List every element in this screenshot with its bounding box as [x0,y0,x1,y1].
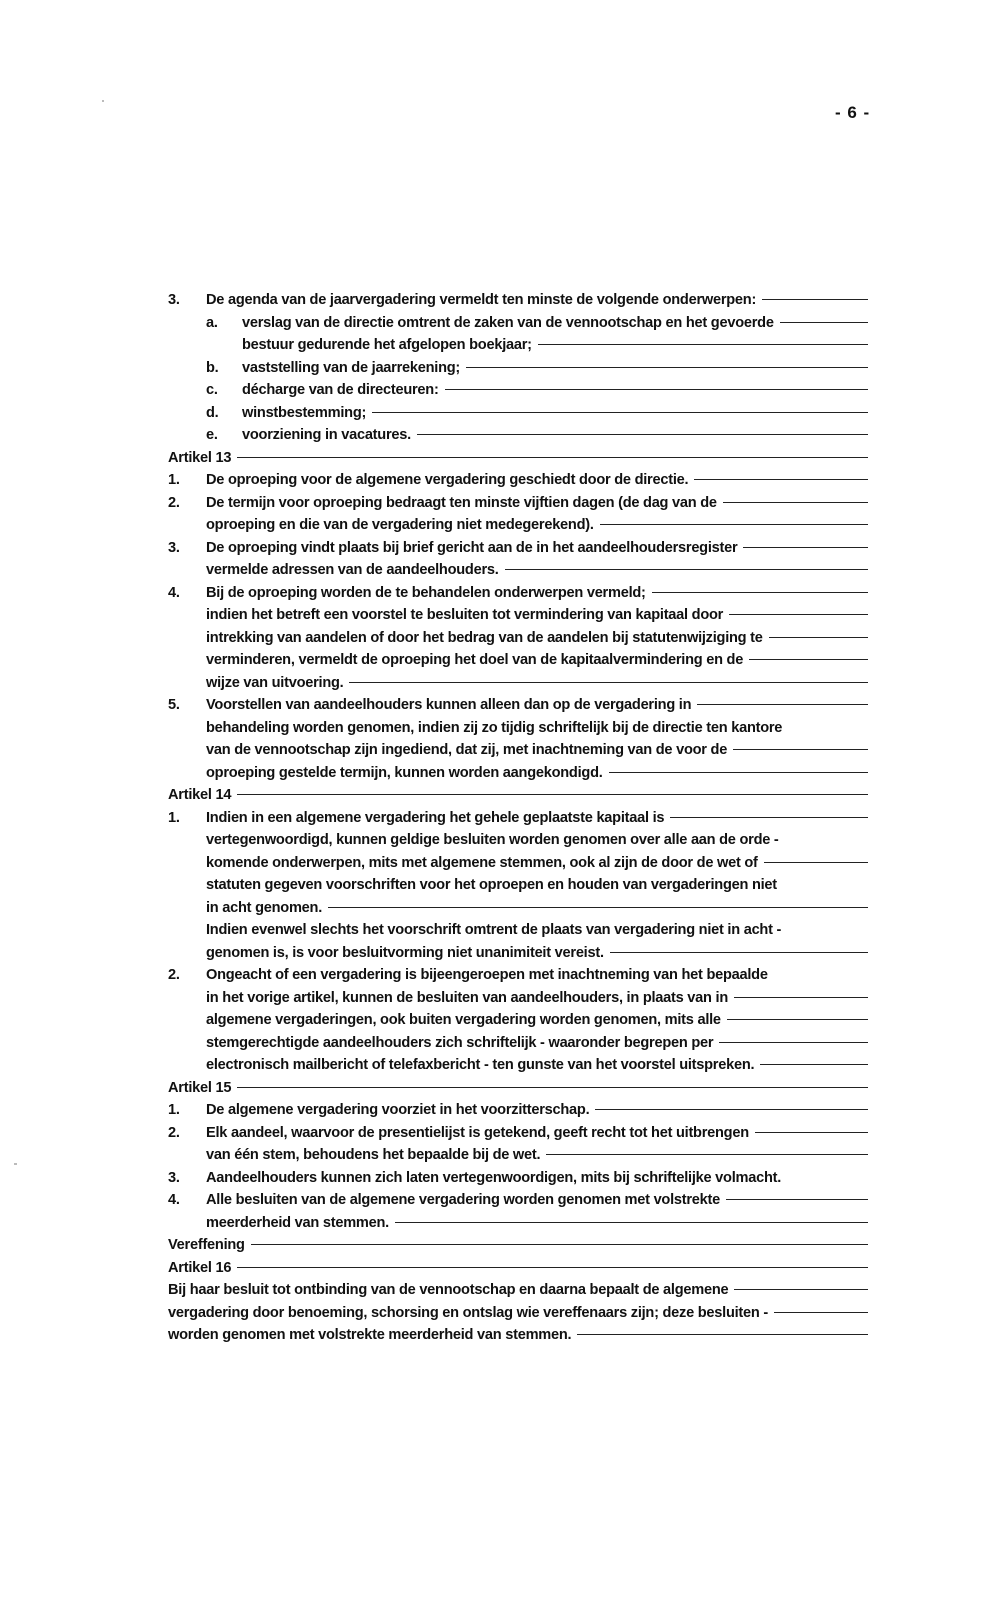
text-line [168,514,868,537]
line-text: in acht genomen. [206,899,323,916]
fill-rule [395,1222,868,1223]
text-line [168,1324,868,1347]
numbered-clause [168,537,868,560]
fill-rule [610,952,868,953]
fill-rule [546,1154,868,1155]
fill-rule [723,502,868,503]
text-line [168,334,868,357]
line-text: Indien in een algemene vergadering het gehele geplaatste kapitaal is [206,809,665,826]
scan-speck [14,1163,17,1165]
scan-speck [102,100,104,102]
fill-rule [670,817,868,818]
line-text: Artikel 15 [168,1079,232,1096]
numbered-clause [168,964,868,987]
line-text: Voorstellen van aandeelhouders kunnen alleen dan op de vergadering in [206,697,692,713]
line-text: behandeling worden genomen, indien zij zo tijdig schriftelijk bij de directie ten kantore [206,719,783,736]
fill-rule [609,772,868,773]
text-line [168,942,868,965]
clause-number: 3. [168,292,180,308]
line-text: De termijn voor oproeping bedraagt ten minste vijftien dagen (de dag van de [206,494,717,511]
fill-rule [749,659,868,660]
sub-item-letter: b. [206,359,219,376]
line-text: oproeping en die van de vergadering niet medegerekend). [206,517,594,533]
fill-rule [729,614,868,615]
clause-number: 3. [168,1169,180,1186]
fill-rule [445,389,868,390]
clause-number: 1. [168,1102,180,1118]
line-text: Ongeacht of een vergadering is bijeengeroepen met inachtneming van het bepaalde [206,967,768,983]
text-line [168,672,868,695]
page-number: - 6 - [835,103,871,122]
clause-number: 1. [168,472,180,488]
line-text: Artikel 13 [168,449,232,466]
line-text: statuten gegeven voorschriften voor het oproepen en houden van vergaderingen niet [206,877,777,893]
line-text: oproeping gestelde termijn, kunnen worden aangekondigd. [206,764,603,781]
fill-rule [237,1087,868,1088]
fill-rule [417,434,868,435]
line-text: Alle besluiten van de algemene vergadering worden genomen met volstrekte [206,1192,721,1208]
text-line [168,1279,868,1302]
document-body [168,289,868,1347]
text-line [168,559,868,582]
line-text: De algemene vergadering voorziet in het voorzitterschap. [206,1102,590,1118]
article-heading [168,447,868,470]
text-line [168,919,868,942]
fill-rule [769,637,868,638]
line-text: Vereffening [168,1237,245,1253]
line-text: vergadering door benoeming, schorsing en ontslag wie vereffenaars zijn; deze besluiten - [168,1304,768,1321]
line-text: wijze van uitvoering. [206,674,344,691]
clause-number: 2. [168,1124,180,1141]
line-text: vaststelling van de jaarrekening; [242,359,461,376]
article-heading [168,1234,868,1257]
sub-item-letter: d. [206,404,219,421]
fill-rule [349,682,868,683]
text-line [168,874,868,897]
fill-rule [600,524,868,525]
text-line [168,987,868,1010]
line-text: komende onderwerpen, mits met algemene stemmen, ook al zijn de door de wet of [206,854,758,871]
text-line [168,739,868,762]
numbered-clause [168,469,868,492]
line-text: De oproeping voor de algemene vergadering geschiedt door de directie. [206,472,689,488]
clause-number: 2. [168,967,180,983]
clause-number: 4. [168,584,180,601]
clause-number: 4. [168,1192,180,1208]
sub-item-letter: a. [206,314,218,331]
article-heading [168,784,868,807]
line-text: indien het betreft een voorstel te besluiten tot vermindering van kapitaal door [206,607,724,623]
fill-rule [774,1312,868,1313]
numbered-clause [168,492,868,515]
line-text: Elk aandeel, waarvoor de presentielijst is getekend, geeft recht tot het uitbrengen [206,1124,749,1141]
text-line [168,1302,868,1325]
line-text: intrekking van aandelen of door het bedrag van de aandelen bij statutenwijziging te [206,629,763,646]
line-text: voorziening in vacatures. [242,427,411,443]
line-text: winstbestemming; [242,404,367,421]
line-text: in het vorige artikel, kunnen de besluiten van aandeelhouders, in plaats van in [206,989,728,1006]
line-text: meerderheid van stemmen. [206,1214,389,1231]
fill-rule [760,1064,868,1065]
text-line [168,829,868,852]
fill-rule [734,997,868,998]
clause-number: 3. [168,539,180,556]
sub-item [168,379,868,402]
fill-rule [734,1289,868,1290]
fill-rule [726,1199,868,1200]
sub-item-letter: c. [206,382,218,398]
fill-rule [762,299,868,300]
numbered-clause [168,1099,868,1122]
fill-rule [577,1334,868,1335]
fill-rule [237,457,868,458]
text-line [168,897,868,920]
numbered-clause [168,694,868,717]
text-line [168,1212,868,1235]
sub-item [168,424,868,447]
fill-rule [538,344,868,345]
line-text: Indien evenwel slechts het voorschrift omtrent de plaats van vergadering niet in acht - [206,922,782,938]
fill-rule [328,907,868,908]
numbered-clause [168,582,868,605]
fill-rule [733,749,868,750]
line-text: vermelde adressen van de aandeelhouders. [206,562,499,578]
line-text: genomen is, is voor besluitvorming niet unanimiteit vereist. [206,944,604,961]
clause-number: 5. [168,697,180,713]
line-text: algemene vergaderingen, ook buiten vergadering worden genomen, mits alle [206,1012,721,1028]
text-line [168,604,868,627]
line-text: Artikel 16 [168,1259,232,1276]
fill-rule [237,794,868,795]
fill-rule [595,1109,868,1110]
sub-item [168,357,868,380]
line-text: bestuur gedurende het afgelopen boekjaar; [242,337,532,353]
fill-rule [372,412,868,413]
line-text: De agenda van de jaarvergadering vermeldt ten minste de volgende onderwerpen: [206,292,757,308]
line-text: electronisch mailbericht of telefaxbericht - ten gunste van het voorstel uitspreken. [206,1057,755,1073]
text-line [168,1009,868,1032]
fill-rule [743,547,868,548]
line-text: verslag van de directie omtrent de zaken van de vennootschap en het gevoerde [242,314,774,331]
numbered-clause [168,1122,868,1145]
line-text: décharge van de directeuren: [242,382,439,398]
sub-item-letter: e. [206,427,218,443]
numbered-clause [168,1189,868,1212]
sub-item [168,402,868,425]
fill-rule [466,367,868,368]
line-text: Bij de oproeping worden de te behandelen onderwerpen vermeld; [206,584,646,601]
line-text: stemgerechtigde aandeelhouders zich schriftelijk - waaronder begrepen per [206,1034,714,1051]
fill-rule [780,322,868,323]
line-text: worden genomen met volstrekte meerderheid van stemmen. [168,1327,572,1343]
fill-rule [755,1132,868,1133]
article-heading [168,1257,868,1280]
fill-rule [652,592,868,593]
fill-rule [697,704,868,705]
text-line [168,717,868,740]
text-line [168,627,868,650]
line-text: Artikel 14 [168,787,232,803]
text-line [168,649,868,672]
fill-rule [505,569,868,570]
text-line [168,1144,868,1167]
fill-rule [251,1244,868,1245]
numbered-clause [168,1167,868,1190]
line-text: Bij haar besluit tot ontbinding van de vennootschap en daarna bepaalt de algemene [168,1282,729,1298]
sub-item [168,312,868,335]
numbered-clause [168,289,868,312]
fill-rule [694,479,868,480]
fill-rule [237,1267,868,1268]
text-line [168,762,868,785]
line-text: Aandeelhouders kunnen zich laten vertegenwoordigen, mits bij schriftelijke volmacht. [206,1169,782,1186]
text-line [168,1032,868,1055]
fill-rule [727,1019,868,1020]
fill-rule [764,862,868,863]
clause-number: 1. [168,809,180,826]
numbered-clause [168,807,868,830]
line-text: vertegenwoordigd, kunnen geldige besluiten worden genomen over alle aan de orde - [206,832,779,848]
fill-rule [719,1042,868,1043]
line-text: van de vennootschap zijn ingediend, dat zij, met inachtneming van de voor de [206,742,728,758]
line-text: De oproeping vindt plaats bij brief gericht aan de in het aandeelhoudersregister [206,539,738,556]
line-text: van één stem, behoudens het bepaalde bij de wet. [206,1147,541,1163]
line-text: verminderen, vermeldt de oproeping het doel van de kapitaalvermindering en de [206,652,744,668]
text-line [168,1054,868,1077]
text-line [168,852,868,875]
article-heading [168,1077,868,1100]
clause-number: 2. [168,494,180,511]
